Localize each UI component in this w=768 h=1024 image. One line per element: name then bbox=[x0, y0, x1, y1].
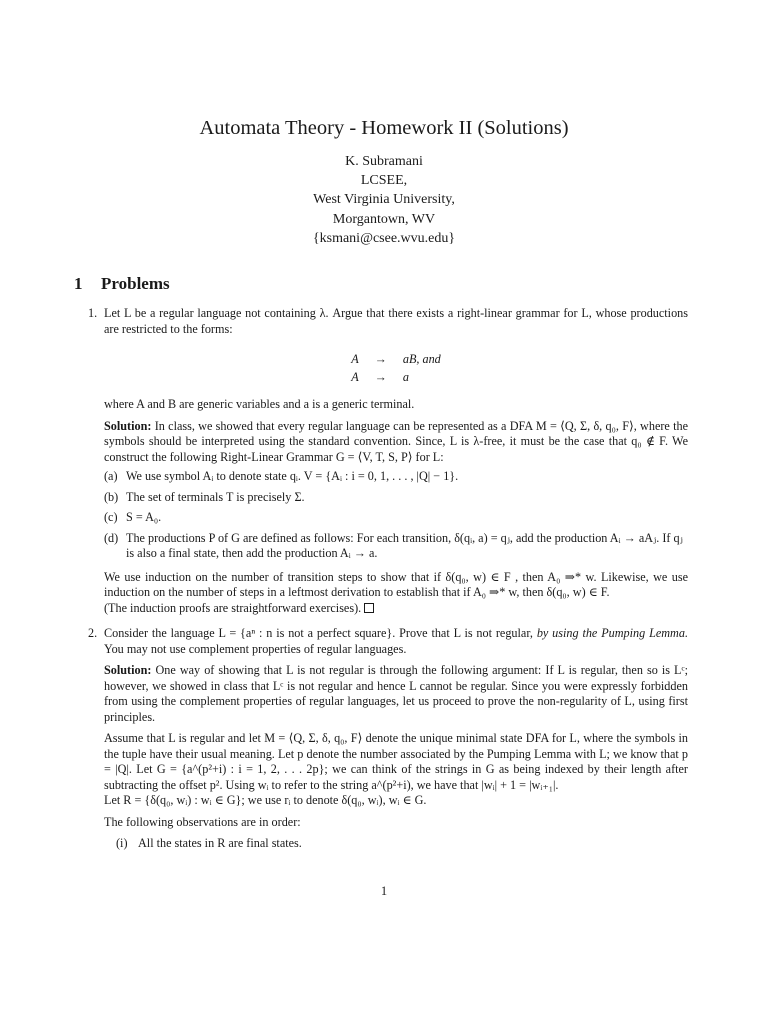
observations-intro: The following observations are in order: bbox=[104, 814, 301, 829]
display-explanation: where A and B are generic variables and a is a generic terminal. bbox=[104, 397, 415, 411]
definition-r: Let R = {δ(q₀, wᵢ) : wᵢ ∈ G}; we use rᵢ to denote δ(q₀, wᵢ), wᵢ ∈ G. bbox=[104, 793, 427, 807]
solution-text: In class, we showed that every regular language can be represented as a DFA M = ⟨Q, Σ, δ, q₀, F⟩, where the symbols should be interpreted using the standard convention. Since, L is λ-free, it must be the case that q₀ ∉ F. We construct the following Right-Linear Grammar G = ⟨V, T, S, P⟩ for L: bbox=[104, 418, 689, 464]
emphasis-text: by using the Pumping Lemma. bbox=[536, 626, 688, 640]
induction-note: (The induction proofs are straightforward exercises). bbox=[104, 601, 688, 617]
list-item bbox=[104, 490, 688, 506]
list-item bbox=[116, 836, 688, 852]
problem-1 bbox=[88, 306, 688, 616]
solution-paragraph bbox=[104, 419, 688, 466]
qed-square-icon bbox=[364, 603, 374, 613]
assumption-paragraph: Assume that L is regular and let M = ⟨Q, Σ, δ, q₀, F⟩ denote the unique minimal state DFA for L, where the symbols in the tuple have their usual meaning. Let p denote the number associated by the Pumping Lemma with L; we know that p = |Q|. Let G = {a^(p²+i) : i = 1, 2, . . . 2p}; we can think of the strings in G as being indexed by their length after subtracting the offset p². Using wᵢ to refer to the string a^(p²+i), we have that |wᵢ| + 1 = |wᵢ₊₁|. bbox=[104, 731, 688, 792]
list-item-label: (c) bbox=[104, 510, 118, 524]
author-location: Morgantown, WV bbox=[332, 211, 436, 227]
list-item bbox=[104, 531, 688, 562]
problem-2 bbox=[88, 626, 688, 852]
page-number: 1 bbox=[380, 884, 388, 898]
list-item-label: (d) bbox=[104, 530, 119, 545]
author-department: LCSEE, bbox=[360, 173, 408, 189]
production-arrow: → bbox=[374, 369, 387, 384]
problem-number: 2. bbox=[88, 626, 98, 640]
section-title: Problems bbox=[101, 274, 170, 293]
production-rhs: aB, and bbox=[402, 352, 441, 366]
list-item bbox=[104, 469, 688, 485]
solution-paragraph bbox=[104, 663, 688, 725]
list-item-text: The productions P of G are defined as follows: For each transition, δ(qᵢ, a) = qⱼ, add the production Aᵢ → aAⱼ. If qⱼ is also a final state, then add the production Aᵢ → a. bbox=[126, 530, 683, 560]
solution-label: Solution: bbox=[104, 418, 152, 433]
list-item-text: S = A₀. bbox=[126, 510, 162, 524]
list-item-text: The set of terminals T is precisely Σ. bbox=[126, 489, 305, 504]
author-block bbox=[0, 152, 768, 248]
list-item-text: All the states in R are final states. bbox=[138, 836, 302, 850]
list-item-label: (b) bbox=[104, 489, 119, 504]
production-lhs: A bbox=[351, 352, 359, 366]
section-number: 1 bbox=[74, 274, 83, 293]
author-email: {ksmani@csee.wvu.edu} bbox=[312, 230, 456, 246]
author-university: West Virginia University, bbox=[313, 192, 455, 208]
problem-statement: Consider the language L = {aⁿ : n is not a perfect square}. Prove that L is not regular, by using the Pumping Lemma. You may not use complement properties of regular languages. bbox=[104, 626, 688, 656]
production-lhs: A bbox=[351, 369, 359, 384]
solution-text: One way of showing that L is not regular is through the following argument: If L is regular, then so is Lᶜ; however, we showed in class that Lᶜ is not regular and hence L cannot be regular. Since you were expressly forbidden from using the complement properties of regular languages, let us proceed to prove the non-regularity of L, using first principles. bbox=[104, 663, 689, 724]
section-heading bbox=[74, 273, 170, 295]
list-item-label: (a) bbox=[104, 469, 118, 483]
display-productions bbox=[104, 352, 688, 385]
list-item bbox=[104, 510, 688, 526]
problems-body bbox=[88, 306, 688, 857]
problem-number: 1. bbox=[88, 306, 98, 320]
author-name: K. Subramani bbox=[345, 154, 423, 169]
list-item-text: We use symbol Aᵢ to denote state qᵢ. V = {Aᵢ : i = 0, 1, . . . , |Q| − 1}. bbox=[126, 469, 459, 483]
production-arrow: → bbox=[374, 352, 387, 366]
production-rhs: a bbox=[402, 369, 409, 384]
induction-paragraph: We use induction on the number of transition steps to show that if δ(q₀, w) ∈ F , then A₀ ⇒* w. Likewise, we use induction on the number of steps in a leftmost derivation to establish that if A₀ ⇒* w, then δ(q₀, w) ∈ F. bbox=[104, 569, 688, 599]
problem-statement: Let L be a regular language not containing λ. Argue that there exists a right-linear grammar for L, whose productions are restricted to the forms: bbox=[104, 306, 688, 336]
list-item-label: (i) bbox=[116, 836, 128, 850]
solution-label: Solution: bbox=[104, 663, 152, 677]
construction-steps bbox=[104, 469, 688, 562]
paper-title: Automata Theory - Homework II (Solutions) bbox=[199, 117, 569, 139]
